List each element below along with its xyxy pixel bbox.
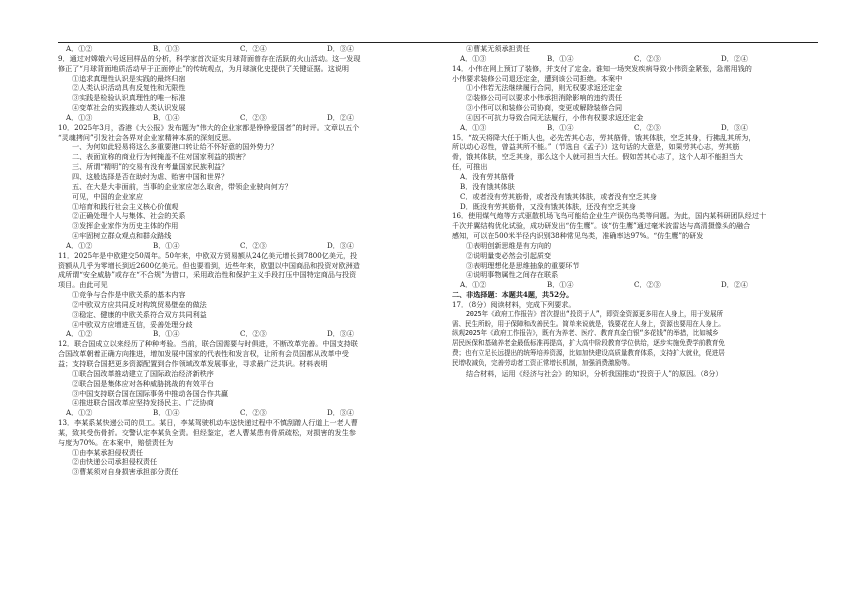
options bbox=[58, 113, 430, 123]
question-stem: 17．（8分）阅读材料，完成下列要求。 bbox=[452, 299, 576, 309]
options bbox=[58, 241, 430, 251]
option: B．①③ bbox=[153, 44, 180, 53]
question-stem: 感知，可以在500米半径内识别38种常见鸟类，准确率达97%。“仿生鹰”的研发 bbox=[452, 231, 704, 241]
section-heading: 二、非选择题：本题共4题，共52分。 bbox=[452, 290, 574, 300]
question-stem: 任，可推出 bbox=[452, 162, 488, 172]
question-prompt: 可见，中国的企业家应 bbox=[72, 191, 143, 201]
item: ③表明理想化是思维抽象的重要环节 bbox=[466, 260, 580, 270]
question-16 bbox=[452, 211, 824, 290]
options bbox=[452, 280, 824, 290]
question-9 bbox=[58, 54, 430, 123]
option: A．①② bbox=[66, 240, 93, 250]
question-11 bbox=[58, 251, 430, 340]
question-stem: “灵魂拷问”引发社会各界对企业家精神本质的深刻反思。 bbox=[58, 132, 236, 142]
option: D．既没有劳其筋骨，又没有饿其体肤，还没有空乏其身 bbox=[460, 201, 636, 211]
question-stem: 15．“故天将降大任于斯人也，必先苦其心志，劳其筋骨，饿其体肤，空乏其身，行拂乱其所为， bbox=[452, 132, 756, 142]
option: A．①③ bbox=[460, 122, 487, 132]
options bbox=[452, 54, 824, 64]
item: ①培育和践行社会主义核心价值观 bbox=[72, 201, 179, 211]
option: A．①② bbox=[66, 329, 93, 339]
option: C．②④ bbox=[240, 44, 267, 53]
option: A．①② bbox=[460, 280, 487, 290]
option: D．③④ bbox=[327, 240, 354, 250]
option: D．③④ bbox=[327, 329, 354, 339]
item: ③小伟可以和装修公司协商，变更或解除装修合同 bbox=[466, 103, 623, 113]
item: ①竞争与合作是中欧关系的基本内容 bbox=[72, 290, 186, 300]
item: ③曹某须对自身损害承担部分责任 bbox=[72, 467, 179, 477]
option: C．②③ bbox=[240, 112, 267, 122]
question-stem: 骨，饿其体肤，空乏其身，那么这个人就可担当大任。假如苦其心志了，这个人却不能担当大 bbox=[452, 152, 743, 162]
option: B．①④ bbox=[153, 329, 180, 339]
question-stem: 13．李某系某快递公司的员工。某日，李某驾驶机动车送快递过程中不慎刮蹭人行道上一老人曹 bbox=[58, 418, 358, 428]
options bbox=[58, 408, 430, 418]
material-text: 居民医保和基础养老金最低标准再提高，扩大高中阶段教育学位供给，逐步实施免费学前教育免 bbox=[452, 339, 725, 348]
item: ②装修公司可以要求小伟承担消除影响的违约责任 bbox=[466, 93, 623, 103]
options bbox=[58, 329, 430, 339]
option: D．③④ bbox=[721, 122, 748, 132]
item: ②正确处理个人与集体、社会的关系 bbox=[72, 211, 186, 221]
item: ④推进联合国改革应坚持发扬民主、广泛协商 bbox=[72, 398, 214, 408]
material-text: 需、民生所盼，用于保障和改善民生。简单来说就是，钱要花在人身上，资源也要用在人身上。 bbox=[452, 319, 725, 328]
option: D．②④ bbox=[327, 112, 354, 122]
option: B．①④ bbox=[547, 280, 574, 290]
question-17 bbox=[452, 300, 824, 379]
sub-question: 二、表面宣称的商业行为何掩盖不住对国家利益的损害？ bbox=[72, 152, 250, 162]
q8-options bbox=[58, 44, 430, 54]
question-stem: 资额从几乎为零增长到近2600亿美元。但也要看到，近些年来，欧盟以中国商品和投资对欧洲造 bbox=[58, 260, 360, 270]
item: ③中国支持联合国在国际事务中推动各国合作共赢 bbox=[72, 388, 229, 398]
option: D．②④ bbox=[721, 53, 748, 63]
option: C．②③ bbox=[240, 408, 267, 418]
question-stem: 所以动心忍性，曾益其所不能。”（节选自《孟子》）这句话的大意是，如果劳其心志，劳其筋 bbox=[452, 142, 740, 152]
material-text: 2025年《政府工作报告》首次提出“投资于人”，即资金资源更多用在人身上，用于发展所 bbox=[466, 309, 723, 318]
option: D．②④ bbox=[721, 280, 748, 290]
question-13-continued bbox=[452, 44, 824, 64]
item: ①小伟若无法继续履行合同，则无权要求返还定金 bbox=[466, 83, 623, 93]
question-stem: 16．使用煤气炮等方式驱散机场飞鸟可能给企业生产误伤鸟类等问题。为此，国内某科研团队经过十 bbox=[452, 211, 767, 221]
question-prompt: 结合材料，运用《经济与社会》的知识，分析我国推动“投资于人”的原因。（8分） bbox=[466, 368, 723, 378]
sub-question: 三、所谓“精明”的交易有没有考量国家民族利益？ bbox=[72, 162, 229, 172]
option: D．③④ bbox=[327, 44, 354, 53]
question-stem: 成所谓“安全威胁”或存在“不合规”为借口，采用政治性和保护主义手段打压中国特定商品与投资 bbox=[58, 270, 357, 280]
right-column bbox=[452, 44, 824, 379]
question-stem: 9．通过对嫦娥六号返回样品的分析，科学家首次证实月球背面曾存在活跃的火山活动。这一发现 bbox=[58, 53, 361, 63]
item: ②由快递公司承担侵权责任 bbox=[72, 457, 158, 467]
question-12 bbox=[58, 339, 430, 418]
item: ④因不可抗力导致合同无法履行，小伟有权要求返还定金 bbox=[466, 112, 644, 122]
option: B．①④ bbox=[547, 53, 574, 63]
question-stem: 修正了“月球背面地质活动早于正面停止”的传统观点，为月球演化史提供了关键证据。这说明 bbox=[58, 63, 350, 73]
question-stem: 小伟要求装修公司退还定金，遭到该公司拒绝。本案中 bbox=[452, 73, 623, 83]
option: B．没有饿其体肤 bbox=[460, 181, 515, 191]
item: ②联合国是集体应对各种威胁挑战的有效平台 bbox=[72, 378, 214, 388]
question-stem: 12．联合国成立以来经历了种种考验。当前，联合国需要与时俱进，不断改革完善。中国支持联 bbox=[58, 339, 358, 349]
option: A．①② bbox=[66, 44, 93, 53]
item: ②人类认识活动具有反复性和无限性 bbox=[72, 83, 186, 93]
question-stem: 益；支持联合国把更多资源配置到合作领域改革发展事业，寻求最广泛共识。材料表明 bbox=[58, 359, 328, 368]
option: A．①② bbox=[66, 408, 93, 418]
option: B．①④ bbox=[153, 112, 180, 122]
item: ②中欧双方应共同反对构筑贸易壁垒的做法 bbox=[72, 299, 207, 309]
option: D．③④ bbox=[327, 408, 354, 418]
sub-question: 五、在大是大非面前，当事的企业家应怎么取舍，带领企业驶向何方？ bbox=[72, 181, 292, 191]
options bbox=[452, 123, 824, 133]
question-stem: 千次并翼结构优化试验，成功研发出“仿生鹰”。该“仿生鹰”通过毫米波雷达与高清摄像头的融合 bbox=[452, 221, 751, 231]
material-text: 纵观2025年《政府工作报告》，既有为养老、医疗、教育真金白银“多花钱”的举措，比如城乡 bbox=[452, 329, 719, 338]
item: ①追求真理性认识是实践的最终归宿 bbox=[72, 73, 186, 83]
sub-question: 一、为何如此轻易将这么多重要港口转让给不怀好意的国外势力？ bbox=[72, 142, 278, 152]
option: C．②③ bbox=[240, 240, 267, 250]
item: ③稳定、健康的中欧关系符合双方共同利益 bbox=[72, 309, 207, 319]
top-rule bbox=[58, 42, 818, 43]
question-stem: 项目。由此可见 bbox=[58, 280, 108, 290]
item: ③发挥企业家作为历史主体的作用 bbox=[72, 221, 179, 231]
item: ①由李某承担侵权责任 bbox=[72, 447, 143, 457]
option: A．①③ bbox=[66, 112, 93, 122]
question-stem: 10．2025年3月，香港《大公报》发布题为“伟大的企业家都是铮铮爱国者”的时评。文章以五个 bbox=[58, 122, 360, 132]
sub-question: 四、这般选择是否在助纣为虐、贻害中国和世界？ bbox=[72, 171, 229, 181]
left-column bbox=[58, 44, 430, 477]
item: ①表明创新思维是有方向的 bbox=[466, 240, 552, 250]
material-text: 民增收减负，完善劳动者工资正常增长机制，加强消费激励等。 bbox=[452, 359, 634, 367]
question-10 bbox=[58, 123, 430, 251]
material-text: 费；也有立足长远提出的统筹培养资源，比如加快建设高质量教育体系，支持扩大就业，促进居 bbox=[452, 349, 725, 358]
question-stem: 与度为70%。在本案中，赔偿责任为 bbox=[58, 437, 174, 447]
item: ①联合国改革推动建立了国际政治经济新秩序 bbox=[72, 368, 214, 378]
question-stem: 某，致其受伤骨折。交警认定李某负全责。但经鉴定，老人曹某患有骨质疏松，对损害的发生参 bbox=[58, 427, 356, 437]
option: C．②③ bbox=[634, 280, 661, 290]
item: ③实践是检验认识真理性的唯一标准 bbox=[72, 93, 186, 103]
option: C．②③ bbox=[634, 122, 661, 132]
item: ④变革社会的实践推动人类认识发展 bbox=[72, 103, 186, 113]
item: ②说明量变必然会引起质变 bbox=[466, 250, 552, 260]
question-15 bbox=[452, 133, 824, 212]
option: C．②③ bbox=[634, 53, 661, 63]
option: A．没有劳其筋骨 bbox=[460, 171, 515, 181]
option: B．①④ bbox=[153, 408, 180, 418]
question-14 bbox=[452, 64, 824, 133]
item: ④曹某无须承担责任 bbox=[466, 44, 530, 53]
option: C．②③ bbox=[240, 329, 267, 339]
option: A．①③ bbox=[460, 53, 487, 63]
item: ④中欧双方应增进互信，妥善处理分歧 bbox=[72, 319, 193, 329]
question-stem: 14．小伟在网上预订了装修，并支付了定金。谁知一场突发疾病导致小伟资金紧张，急需用钱的 bbox=[452, 63, 752, 73]
option: C．或者没有劳其筋骨，或者没有饿其体肤，或者没有空乏其身 bbox=[460, 191, 657, 201]
question-13 bbox=[58, 418, 430, 477]
item: ④牢固树立群众观点和群众路线 bbox=[72, 231, 172, 241]
item: ④说明事物属性之间存在联系 bbox=[466, 270, 559, 280]
question-stem: 合国改革朝着正确方向推进，增加发展中国家的代表性和发言权，让所有会员国都从改革中受 bbox=[58, 349, 349, 359]
option: B．①④ bbox=[153, 240, 180, 250]
question-stem: 11．2025年是中欧建交50周年。50年来，中欧双方贸易额从24亿美元增长到7800亿美元，投 bbox=[58, 250, 358, 260]
option: B．①④ bbox=[547, 122, 574, 132]
